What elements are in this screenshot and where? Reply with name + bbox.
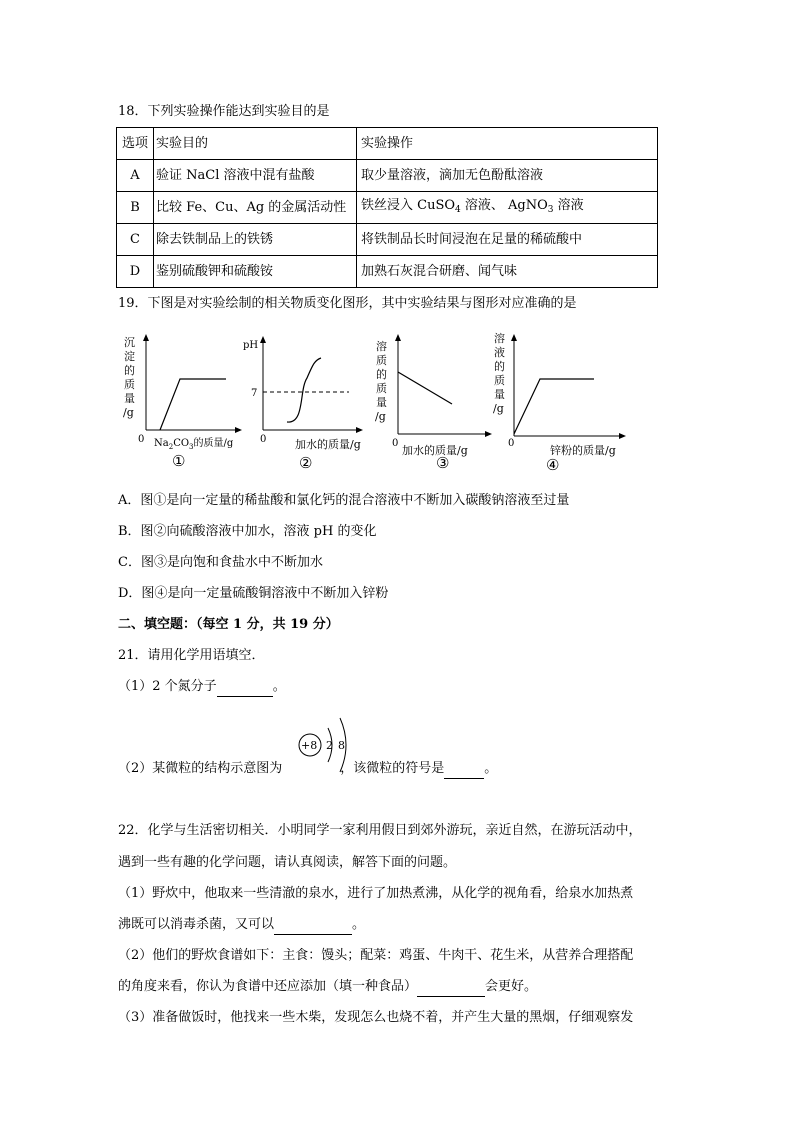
table-row [117,192,658,224]
graph-3-xlabel: 加水的质量/g [402,444,468,457]
row-purpose: 验证 NaCl 溶液中混有盐酸 [154,160,357,192]
q22-line1: 22．化学与生活密切相关．小明同学一家利用假日到郊外游玩，亲近自然，在游玩活动中， [118,823,642,838]
graph-4-origin: 0 [508,438,515,449]
shell1-electrons: 2 [326,739,333,752]
header-option: 选项 [117,128,154,160]
q22-p2-line2: 的角度来看，你认为食谱中还应添加（填一种食品） 会更好。 [118,977,537,997]
row-purpose: 比较 Fe、Cu、Ag 的金属活动性 [154,192,357,224]
answer-blank[interactable] [417,981,485,997]
q19-option-b: B．图②向硫酸溶液中加水，溶液 pH 的变化 [118,524,377,539]
graph-4-number: ④ [546,456,560,474]
graph-3-ylabel-0: 溶 [376,340,387,353]
graph-1-ylabel-5: /g [123,406,134,419]
options-table [116,127,658,288]
atom-structure-diagram [290,706,354,776]
graph-1-ylabel-2: 的 [124,364,135,377]
graph-1-origin: 0 [138,434,145,445]
graph-4-ylabel-2: 的 [494,360,505,373]
graph-4-ylabel-0: 溶 [494,332,505,345]
row-operation: 将铁制品长时间浸泡在足量的稀硫酸中 [357,224,658,256]
row-option: C [117,224,154,256]
row-purpose: 鉴别硫酸钾和硫酸铵 [154,256,357,288]
answer-blank[interactable] [217,681,273,697]
graph-1-ylabel-3: 质 [124,378,135,391]
graph-2-origin: 0 [260,434,267,445]
header-operation: 实验操作 [357,128,658,160]
graph-1-number: ① [172,452,186,470]
q19-option-a: A．图①是向一定量的稀盐酸和氯化钙的混合溶液中不断加入碳酸钠溶液至过量 [118,493,570,508]
graph-3-origin: 0 [392,438,399,449]
q22-p1-line2: 沸既可以消毒杀菌，又可以 。 [118,915,365,935]
q21-part1: （1）2 个氮分子 。 [118,677,286,697]
graph-4-ylabel-3: 质 [494,374,505,387]
graph-3-number: ③ [436,454,450,472]
section-title: 二、填空题：（每空 1 分，共 19 分） [118,617,339,632]
graph-4 [490,328,630,478]
row-option: B [117,192,154,224]
graph-1-ylabel-0: 沉 [124,336,135,349]
graph-4-ylabel-5: /g [493,402,504,415]
row-purpose: 除去铁制品上的铁锈 [154,224,357,256]
q19-option-c: C．图③是向饱和食盐水中不断加水 [118,555,323,570]
graph-4-ylabel-1: 液 [494,346,505,359]
q22-p3-line1: （3）准备做饭时，他找来一些木柴，发现怎么也烧不着，并产生大量的黑烟，仔细观察发 [118,1010,634,1025]
graph-2-ylabel: pH [243,340,259,351]
graph-3 [370,330,495,478]
q22-line2: 遇到一些有趣的化学问题，请认真阅读，解答下面的问题。 [118,855,457,870]
graph-2-tick-7: 7 [251,388,258,399]
graph-3-ylabel-1: 质 [376,354,387,367]
q19-title: 19．下图是对实验绘制的相关物质变化图形，其中实验结果与图形对应准确的是 [118,296,577,311]
q21-part2: （2）某微粒的结构示意图为 ，该微粒的符号是 。 [118,759,497,779]
graph-1-ylabel-4: 量 [124,392,135,405]
graph-1 [118,330,243,478]
graph-4-xlabel: 锌粉的质量/g [550,444,616,457]
row-operation: 铁丝浸入 CuSO$_4$ 溶液、 AgNO$_3$ 溶液 [357,192,658,224]
graph-1-ylabel-1: 淀 [124,350,135,363]
row-option: D [117,256,154,288]
q22-p2-line1: （2）他们的野炊食谱如下：主食：馒头；配菜：鸡蛋、牛肉干、花生米，从营养合理搭配 [118,948,634,963]
graph-1-xlabel: $Na_2CO_3$的质量/g [154,438,234,451]
row-operation: 加熟石灰混合研磨、闻气味 [357,256,658,288]
table-row [117,224,658,256]
graph-2-number: ② [299,454,313,472]
graph-2-xlabel: 加水的质量/g [295,438,361,451]
shell2-electrons: 8 [338,739,345,752]
answer-blank[interactable] [444,763,484,779]
table-header-row [117,128,658,160]
graph-3-ylabel-3: 质 [376,382,387,395]
graph-3-ylabel-4: 量 [376,396,387,409]
table-row [117,160,658,192]
header-purpose: 实验目的 [154,128,357,160]
q22-p1-line1: （1）野炊中，他取来一些清澈的泉水，进行了加热煮沸，从化学的视角看，给泉水加热煮 [118,886,634,901]
graph-3-ylabel-2: 的 [376,368,387,381]
q21-title: 21．请用化学用语填空． [118,648,265,663]
q19-option-d: D．图④是向一定量硫酸铜溶液中不断加入锌粉 [118,586,389,601]
row-option: A [117,160,154,192]
graph-2 [243,330,368,478]
q18-title: 18．下列实验操作能达到实验目的是 [118,104,330,119]
table-row [117,256,658,288]
answer-blank[interactable] [274,919,352,935]
graph-3-ylabel-5: /g [375,410,386,423]
graph-4-ylabel-4: 量 [494,388,505,401]
row-operation: 取少量溶液，滴加无色酚酞溶液 [357,160,658,192]
nucleus-charge: +8 [301,739,318,752]
